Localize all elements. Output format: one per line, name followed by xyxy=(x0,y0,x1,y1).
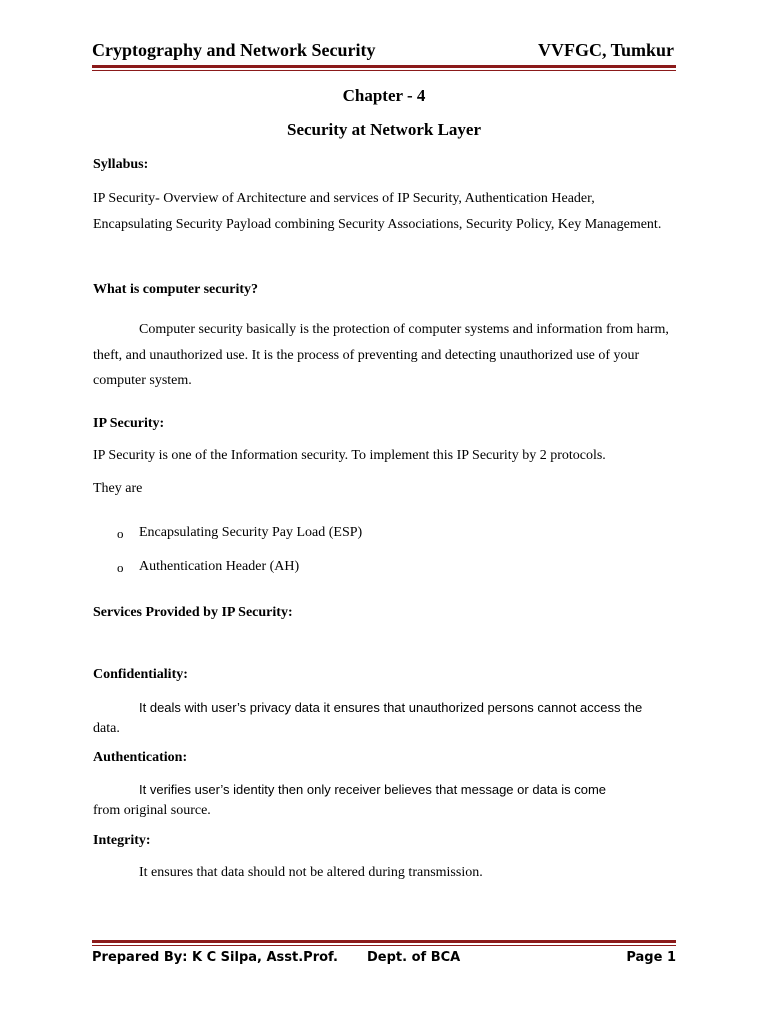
chapter-heading: Chapter - 4 xyxy=(342,86,426,105)
integrity-line1: It ensures that data should not be altered during transmission. xyxy=(139,865,483,880)
header-title: Cryptography and Network Security xyxy=(92,40,376,60)
bullet-marker: o xyxy=(117,560,124,575)
header-college: VVFGC, Tumkur xyxy=(537,40,674,60)
confidentiality-text xyxy=(93,698,677,739)
confidentiality-line2: data. xyxy=(93,721,120,736)
footer-page-number: Page 1 xyxy=(626,950,676,965)
ip-security-line2: They are xyxy=(93,481,143,496)
authentication-heading: Authentication: xyxy=(93,750,188,765)
integrity-heading: Integrity: xyxy=(93,833,151,848)
computer-security-heading: What is computer security? xyxy=(93,282,258,297)
list-item: Encapsulating Security Pay Load (ESP) xyxy=(139,525,363,540)
page-title: Security at Network Layer xyxy=(286,120,482,139)
ip-security-line1: IP Security is one of the Information security. To implement this IP Security by 2 protocols. xyxy=(93,448,606,463)
services-heading: Services Provided by IP Security: xyxy=(93,605,293,620)
header-rule-thin xyxy=(92,70,676,71)
list-item: Authentication Header (AH) xyxy=(139,559,300,574)
authentication-line2: from original source. xyxy=(93,803,211,818)
footer-rule xyxy=(92,940,676,943)
footer-author: Prepared By: K C Silpa, Asst.Prof. xyxy=(92,950,338,965)
bullet-marker: o xyxy=(117,526,124,541)
syllabus-heading: Syllabus: xyxy=(93,157,149,172)
computer-security-text: Computer security basically is the protection of computer systems and information from harm, theft, and unauthorized use. It is the process of preventing and detecting unauthorized use of your computer system. xyxy=(93,322,669,388)
confidentiality-line1: It deals with user’s privacy data it ensures that unauthorized persons cannot access the xyxy=(139,700,643,715)
confidentiality-heading: Confidentiality: xyxy=(93,667,188,682)
header-rule xyxy=(92,65,676,68)
integrity-text xyxy=(93,863,677,883)
ip-security-heading: IP Security: xyxy=(93,416,165,431)
syllabus-text: IP Security- Overview of Architecture and services of IP Security, Authentication Header, Encapsulating Security Payload combining Security Associations, Security Policy, Key Management. xyxy=(93,191,662,232)
footer-department: Dept. of BCA xyxy=(367,950,461,965)
authentication-line1: It verifies user’s identity then only receiver believes that message or data is come xyxy=(139,782,607,797)
footer-rule-thin xyxy=(92,945,676,946)
authentication-text xyxy=(93,780,677,821)
